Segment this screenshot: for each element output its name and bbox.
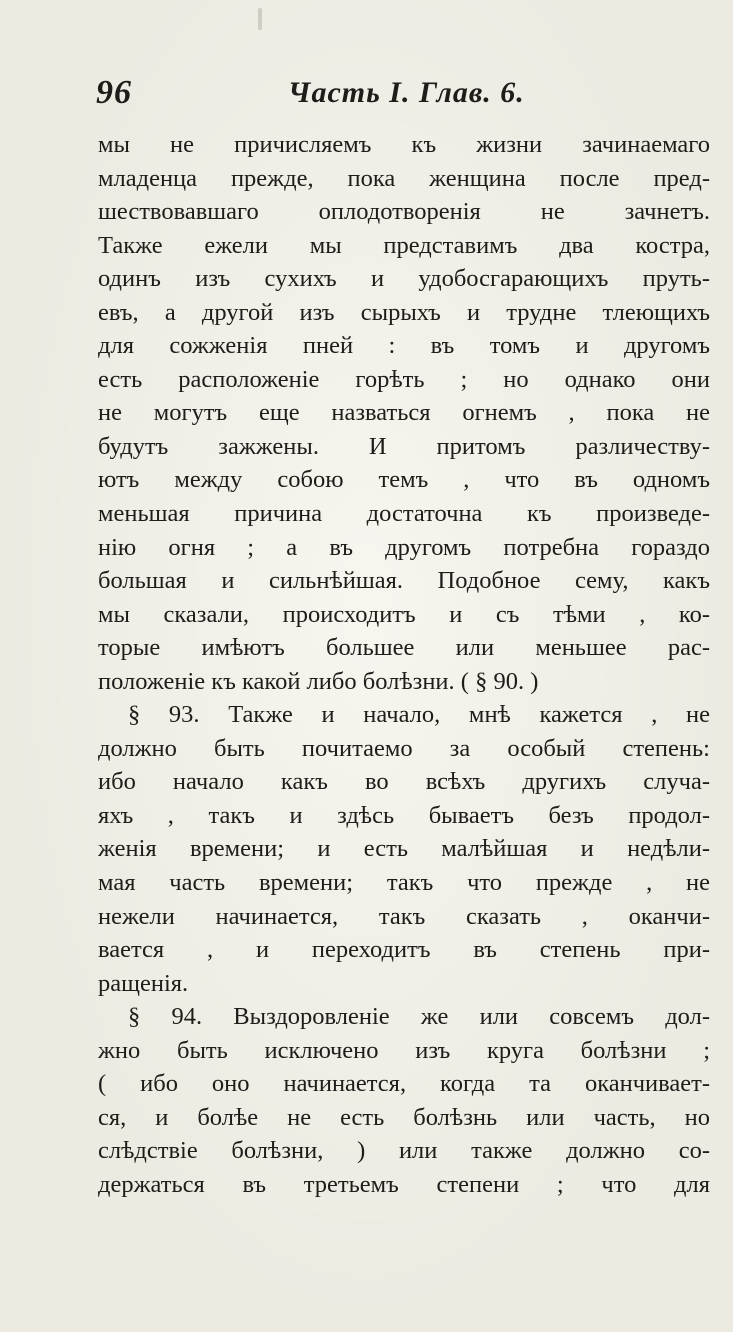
text-line: ( ибо оно начинается, когда та оканчивает-	[98, 1070, 710, 1098]
text-line: торые имѣютъ большее или меньшее рас-	[98, 634, 710, 662]
text-line: жно быть исключено изъ круга болѣзни ;	[98, 1036, 710, 1064]
text-line: нежели начинается, такъ сказать , оканчи-	[98, 902, 710, 930]
text-line: будутъ зажжены. И притомъ различеству-	[98, 432, 710, 460]
text-line: одинъ изъ сухихъ и удобосгарающихъ пруть-	[98, 265, 710, 293]
text-line: евъ, а другой изъ сырыхъ и трудне тлеющихъ	[98, 298, 710, 326]
text-line: мы не причисляемъ къ жизни зачинаемаго	[98, 131, 710, 158]
running-head: Часть I. Глав. 6.	[288, 76, 525, 109]
text-line: мая часть времени; такъ что прежде , не	[98, 869, 710, 897]
text-line: для сожженія пней : въ томъ и другомъ	[98, 332, 710, 360]
text-line: вается , и переходитъ въ степень при-	[98, 936, 710, 964]
text-line: должно быть почитаемо за особый степень:	[98, 734, 710, 762]
text-line: Также ежели мы представимъ два костра,	[98, 231, 710, 259]
text-line: не могутъ еще назваться огнемъ , пока не	[98, 399, 710, 427]
text-line: держаться въ третьемъ степени ; что для	[98, 1170, 710, 1198]
section-93-start: § 93. Также и начало, мнѣ кажется , не	[128, 701, 710, 729]
text-line: большая и сильнѣйшая. Подобное сему, какъ	[98, 567, 710, 595]
text-line: мы сказали, происходитъ и съ тѣми , ко-	[98, 600, 710, 628]
text-line: ибо начало какъ во всѣхъ другихъ случа-	[98, 768, 710, 796]
text-line: меньшая причина достаточна къ произведе-	[98, 500, 710, 528]
text-line: ся, и болѣе не есть болѣзнь или часть, но	[98, 1103, 710, 1131]
page-number: 96	[96, 74, 132, 111]
page-header	[96, 74, 576, 118]
text-line: яхъ , такъ и здѣсь бываетъ безъ продол-	[98, 801, 710, 829]
text-line: ютъ между собою темъ , что въ одномъ	[98, 466, 710, 494]
section-94-start: § 94. Выздоровленіе же или совсемъ дол-	[128, 1003, 710, 1031]
text-line: женія времени; и есть малѣйшая и недѣли-	[98, 835, 710, 863]
text-line: положеніе къ какой либо болѣзни. ( § 90. )	[98, 667, 539, 695]
print-smudge	[258, 8, 262, 30]
text-line: младенца прежде, пока женщина после пред-	[98, 164, 710, 192]
text-line: есть расположеніе горѣть ; но однако они	[98, 365, 710, 393]
text-line: нію огня ; а въ другомъ потребна гораздо	[98, 533, 710, 561]
text-line: ращенія.	[98, 969, 189, 997]
text-line: слѣдствіе болѣзни, ) или также должно со-	[98, 1137, 710, 1165]
body-text	[98, 128, 710, 1202]
text-line: шествовавшаго оплодотворенія не зачнетъ.	[98, 198, 710, 226]
